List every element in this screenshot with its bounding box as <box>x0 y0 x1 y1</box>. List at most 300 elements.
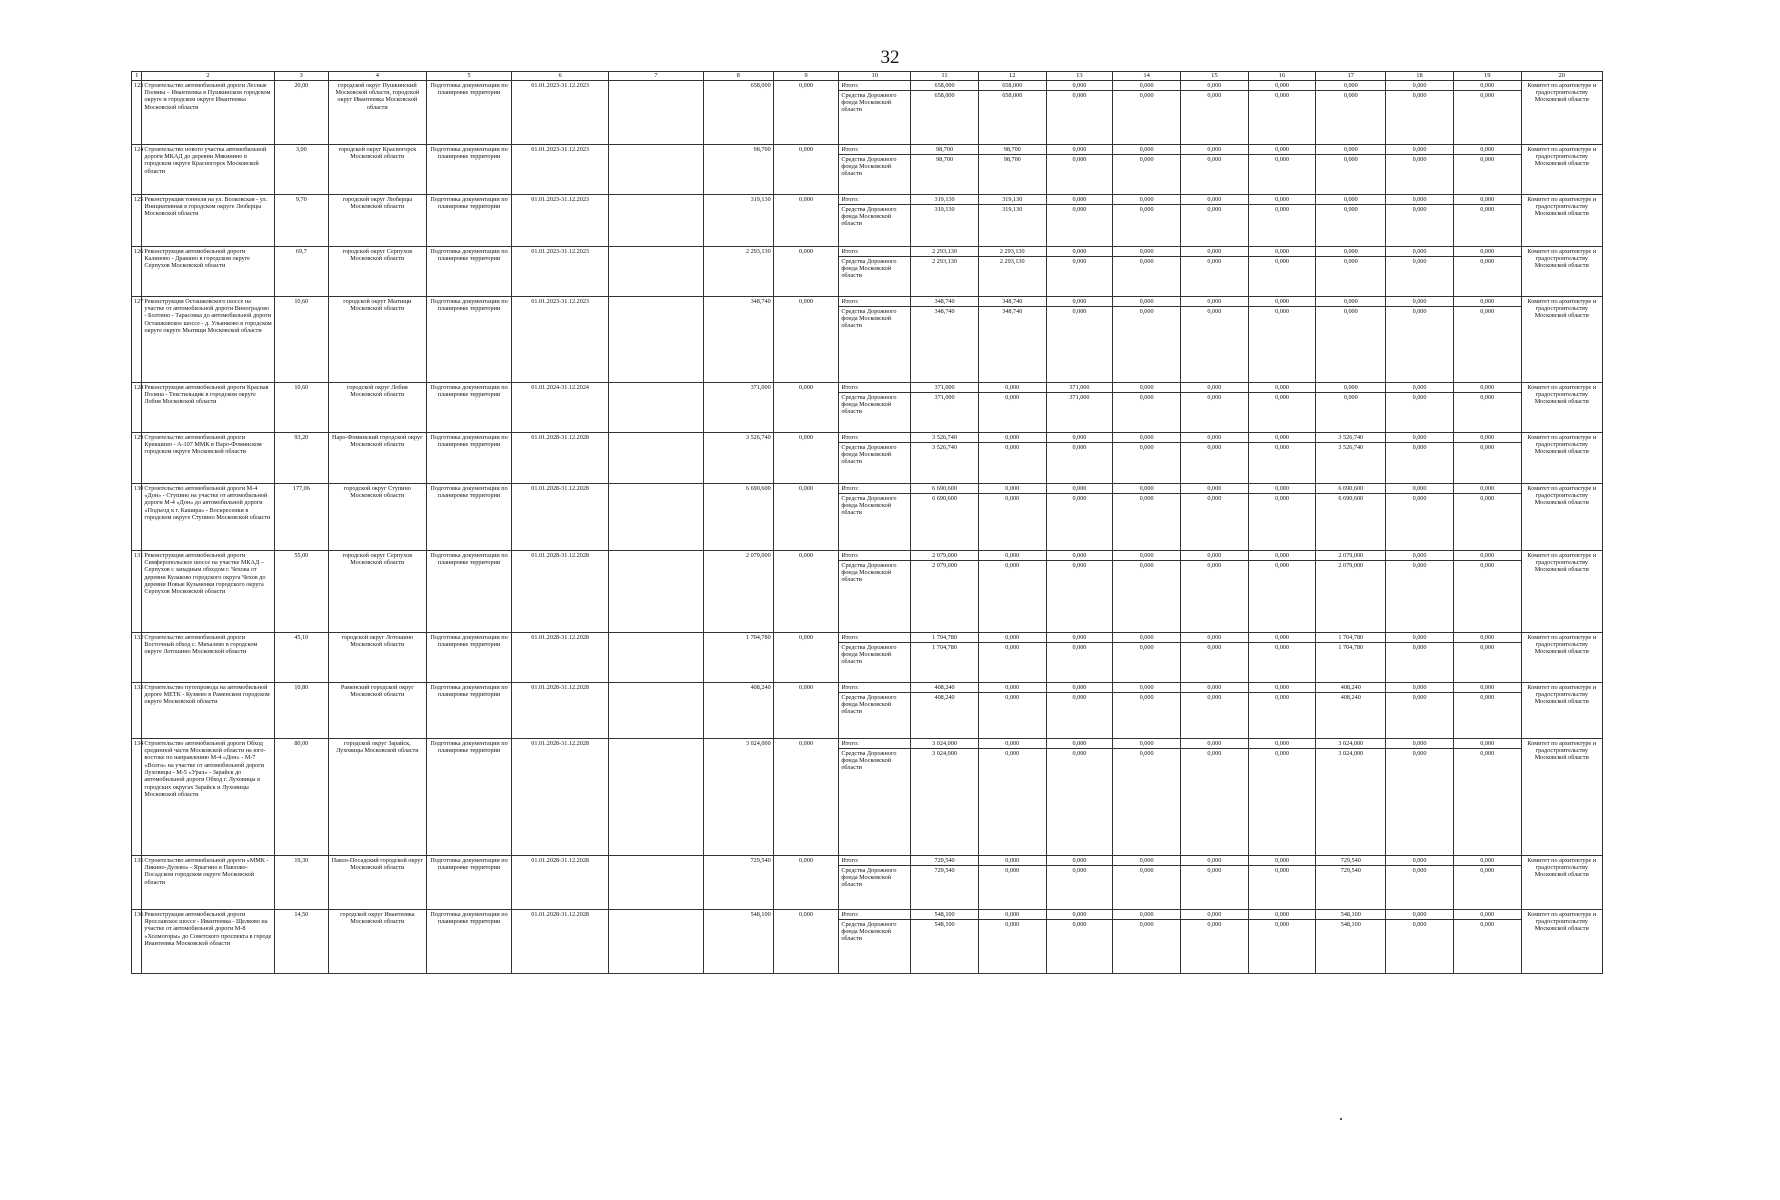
amount-total: 0,000 <box>1047 297 1113 307</box>
column-number-13: 13 <box>1046 72 1113 81</box>
amount-total: 0,000 <box>1113 484 1180 494</box>
amount-total: 548,100 <box>911 910 978 920</box>
object-length: 10,60 <box>274 382 328 432</box>
amount-source: 0,000 <box>1207 91 1222 99</box>
amount-col-11 <box>911 246 979 296</box>
amount-total: 0,000 <box>1181 910 1248 920</box>
financing-total-label: Итого: <box>839 683 910 693</box>
work-period: 01.01.2028-31.12.2028 <box>512 432 609 483</box>
amount-col-13 <box>1046 483 1113 550</box>
amount-col-11 <box>911 144 979 194</box>
table-row <box>132 246 1603 296</box>
total-cost: 98,700 <box>703 144 773 194</box>
object-name: Реконструкция автомобильной дороги Симферопольское шоссе на участке МКАД – Серпухов с западным обходом г. Чехова от деревни Кулаково городского округа Чехов до деревни Новые Кузьменки городского округа Серпухов Московской области <box>142 550 274 632</box>
amount-source: 371,000 <box>934 393 955 401</box>
column-number-1: 1 <box>132 72 142 81</box>
column-number-15: 15 <box>1180 72 1248 81</box>
amount-total: 548,100 <box>1316 910 1385 920</box>
amount-total: 0,000 <box>1386 81 1453 91</box>
work-type: Подготовка документации по планировке территории <box>426 483 511 550</box>
amount-source: 0,000 <box>1412 307 1427 315</box>
amount-source: 3 024,000 <box>1338 749 1364 757</box>
amount-source: 319,130 <box>1002 205 1023 213</box>
responsible-body: Комитет по архитектуре и градостроительству Московской области <box>1521 632 1602 682</box>
amount-source: 3 024,000 <box>932 749 957 757</box>
amount-source: 98,700 <box>1003 155 1021 163</box>
amount-total: 0,000 <box>1047 856 1113 866</box>
amount-source: 0,000 <box>1480 91 1495 99</box>
amount-total: 0,000 <box>1454 683 1521 693</box>
amount-total: 3 526,740 <box>1316 433 1385 443</box>
amount-source: 3 526,740 <box>932 443 957 451</box>
amount-source: 0,000 <box>1005 643 1020 651</box>
amount-total: 0,000 <box>1316 81 1385 91</box>
amount-source: 0,000 <box>1480 393 1495 401</box>
amount-col-12 <box>978 246 1046 296</box>
amount-col-18 <box>1386 382 1454 432</box>
amount-col-13 <box>1046 382 1113 432</box>
amount-col-18 <box>1386 432 1454 483</box>
amount-source: 0,000 <box>1480 561 1495 569</box>
work-type: Подготовка документации по планировке территории <box>426 738 511 855</box>
amount-col-17 <box>1316 855 1386 909</box>
work-period: 01.01.2028-31.12.2028 <box>512 632 609 682</box>
amount-col-18 <box>1386 246 1454 296</box>
total-cost: 371,000 <box>703 382 773 432</box>
amount-col-19 <box>1453 296 1521 382</box>
column-7-value <box>609 432 704 483</box>
amount-col-13 <box>1046 550 1113 632</box>
amount-col-13 <box>1046 738 1113 855</box>
amount-total: 0,000 <box>1454 247 1521 257</box>
amount-source: 0,000 <box>1412 693 1427 701</box>
amount-col-18 <box>1386 144 1454 194</box>
object-location: городской округ Люберцы Московской области <box>328 194 426 246</box>
column-number-3: 3 <box>274 72 328 81</box>
work-period: 01.01.2028-31.12.2028 <box>512 855 609 909</box>
amount-col-12 <box>978 432 1046 483</box>
amount-total: 0,000 <box>979 383 1046 393</box>
amount-source: 0,000 <box>1412 643 1427 651</box>
amount-col-12 <box>978 909 1046 973</box>
amount-total: 0,000 <box>1181 551 1248 561</box>
amount-total: 0,000 <box>1249 81 1316 91</box>
amount-total: 0,000 <box>1454 383 1521 393</box>
amount-col-15 <box>1180 632 1248 682</box>
amount-total: 98,700 <box>911 145 978 155</box>
amount-total: 0,000 <box>1181 383 1248 393</box>
object-location: городской округ Лобня Московской области <box>328 382 426 432</box>
financing-total-label: Итого: <box>839 383 910 393</box>
amount-total: 0,000 <box>1249 856 1316 866</box>
amount-total: 0,000 <box>1249 551 1316 561</box>
amount-source: 0,000 <box>1412 257 1427 265</box>
amount-col-13 <box>1046 296 1113 382</box>
amount-source: 0,000 <box>1005 866 1020 874</box>
amount-col-13 <box>1046 682 1113 738</box>
table-row <box>132 144 1603 194</box>
page-number: 32 <box>880 47 900 68</box>
financing-source <box>839 909 911 973</box>
amount-col-11 <box>911 432 979 483</box>
total-cost: 408,240 <box>703 682 773 738</box>
object-location: городской округ Пушкинский Московской области, городской округ Ивантеевка Московской области <box>328 80 426 144</box>
amount-col-11 <box>911 296 979 382</box>
amount-total: 0,000 <box>1047 551 1113 561</box>
amount-total: 0,000 <box>1386 856 1453 866</box>
amount-total: 0,000 <box>1249 633 1316 643</box>
amount-col-19 <box>1453 909 1521 973</box>
financing-source <box>839 632 911 682</box>
amount-total: 0,000 <box>1181 247 1248 257</box>
amount-source: 0,000 <box>1072 749 1087 757</box>
amount-total: 0,000 <box>1113 81 1180 91</box>
amount-source: 0,000 <box>1139 693 1154 701</box>
amount-source: 0,000 <box>1072 643 1087 651</box>
amount-col-15 <box>1180 483 1248 550</box>
amount-total: 0,000 <box>1113 910 1180 920</box>
amount-source: 0,000 <box>1139 561 1154 569</box>
amount-source: 0,000 <box>1480 155 1495 163</box>
amount-source: 0,000 <box>1207 866 1222 874</box>
funded-amount: 0,000 <box>773 909 839 973</box>
amount-total: 0,000 <box>1249 433 1316 443</box>
amount-source: 0,000 <box>1139 443 1154 451</box>
amount-total: 0,000 <box>979 856 1046 866</box>
amount-total: 0,000 <box>1113 297 1180 307</box>
amount-source: 0,000 <box>1139 257 1154 265</box>
amount-col-15 <box>1180 855 1248 909</box>
financing-source <box>839 194 911 246</box>
amount-col-18 <box>1386 80 1454 144</box>
financing-total-label: Итого: <box>839 195 910 205</box>
object-name: Строительство путепровода на автомобильной дороге МЕТК - Кузяево в Раменском городском округе Московской области <box>142 682 274 738</box>
amount-total: 0,000 <box>1454 910 1521 920</box>
total-cost: 658,000 <box>703 80 773 144</box>
amount-source: 0,000 <box>1275 494 1289 502</box>
amount-total: 0,000 <box>1249 297 1316 307</box>
amount-total: 371,000 <box>911 383 978 393</box>
object-length: 20,00 <box>274 80 328 144</box>
amount-total: 0,000 <box>1454 633 1521 643</box>
amount-total: 0,000 <box>1316 145 1385 155</box>
amount-col-16 <box>1248 550 1316 632</box>
funded-amount: 0,000 <box>773 382 839 432</box>
row-number: 130 <box>132 483 142 550</box>
column-number-10: 10 <box>839 72 911 81</box>
amount-col-17 <box>1316 194 1386 246</box>
column-7-value <box>609 296 704 382</box>
amount-source: 0,000 <box>1139 205 1154 213</box>
amount-total: 0,000 <box>1386 297 1453 307</box>
amount-total: 0,000 <box>1047 739 1113 749</box>
amount-col-16 <box>1248 632 1316 682</box>
column-number-19: 19 <box>1453 72 1521 81</box>
amount-source: 0,000 <box>1072 920 1087 928</box>
amount-total: 348,740 <box>979 297 1046 307</box>
amount-col-14 <box>1113 738 1181 855</box>
amount-source: 0,000 <box>1480 257 1495 265</box>
funded-amount: 0,000 <box>773 144 839 194</box>
amount-source: 0,000 <box>1412 155 1427 163</box>
column-number-6: 6 <box>512 72 609 81</box>
amount-col-11 <box>911 80 979 144</box>
financing-source <box>839 550 911 632</box>
amount-col-13 <box>1046 855 1113 909</box>
object-location: городской округ Красногорск Московской области <box>328 144 426 194</box>
amount-total: 0,000 <box>979 551 1046 561</box>
responsible-body: Комитет по архитектуре и градостроительству Московской области <box>1521 855 1602 909</box>
work-period: 01.01.2028-31.12.2028 <box>512 682 609 738</box>
amount-col-14 <box>1113 382 1181 432</box>
object-length: 93,20 <box>274 432 328 483</box>
amount-source: 0,000 <box>1480 494 1495 502</box>
row-number: 125 <box>132 194 142 246</box>
amount-source: 0,000 <box>1139 393 1154 401</box>
amount-total: 6 690,600 <box>911 484 978 494</box>
amount-total: 0,000 <box>1454 81 1521 91</box>
amount-col-11 <box>911 550 979 632</box>
object-length: 10,60 <box>274 296 328 382</box>
financing-source-label: Средства Дорожного фонда Московской области <box>841 749 897 772</box>
funded-amount: 0,000 <box>773 246 839 296</box>
funded-amount: 0,000 <box>773 483 839 550</box>
column-number-8: 8 <box>703 72 773 81</box>
column-7-value <box>609 909 704 973</box>
column-number-5: 5 <box>426 72 511 81</box>
table-body <box>132 80 1603 973</box>
table-row <box>132 738 1603 855</box>
amount-col-18 <box>1386 738 1454 855</box>
amount-source: 0,000 <box>1072 257 1087 265</box>
object-name: Строительство автомобильной дороги М-4 «Дон» - Ступино на участке от автомобильной дороги М-4 «Дон» до автомобильной дороги «Подъезд к г. Кашира» - Воскресенки в городском округе Ступино Московской области <box>142 483 274 550</box>
column-7-value <box>609 855 704 909</box>
amount-source: 0,000 <box>1207 749 1222 757</box>
amount-total: 0,000 <box>1249 247 1316 257</box>
work-period: 01.01.2023-31.12.2023 <box>512 80 609 144</box>
amount-col-17 <box>1316 909 1386 973</box>
row-number: 127 <box>132 296 142 382</box>
responsible-body: Комитет по архитектуре и градостроительству Московской области <box>1521 80 1602 144</box>
financing-source <box>839 483 911 550</box>
amount-total: 0,000 <box>1181 433 1248 443</box>
amount-col-19 <box>1453 246 1521 296</box>
work-period: 01.01.2023-31.12.2023 <box>512 144 609 194</box>
amount-col-15 <box>1180 682 1248 738</box>
amount-source: 0,000 <box>1005 749 1020 757</box>
amount-col-16 <box>1248 682 1316 738</box>
column-number-2: 2 <box>142 72 274 81</box>
amount-total: 3 024,000 <box>911 739 978 749</box>
amount-total: 0,000 <box>1386 551 1453 561</box>
amount-source: 658,000 <box>934 91 955 99</box>
amount-col-12 <box>978 382 1046 432</box>
column-number-18: 18 <box>1386 72 1454 81</box>
object-length: 69,7 <box>274 246 328 296</box>
responsible-body: Комитет по архитектуре и градостроительству Московской области <box>1521 483 1602 550</box>
object-length: 3,00 <box>274 144 328 194</box>
work-type: Подготовка документации по планировке территории <box>426 144 511 194</box>
financing-total-label: Итого: <box>839 433 910 443</box>
financing-source-label: Средства Дорожного фонда Московской области <box>841 866 897 889</box>
financing-total-label: Итого: <box>839 910 910 920</box>
amount-source: 0,000 <box>1072 307 1087 315</box>
amount-col-17 <box>1316 432 1386 483</box>
amount-source: 0,000 <box>1275 693 1289 701</box>
amount-total: 408,240 <box>1316 683 1385 693</box>
amount-source: 0,000 <box>1412 494 1427 502</box>
financing-total-label: Итого: <box>839 297 910 307</box>
amount-source: 0,000 <box>1139 749 1154 757</box>
amount-col-15 <box>1180 382 1248 432</box>
total-cost: 348,740 <box>703 296 773 382</box>
amount-total: 0,000 <box>979 484 1046 494</box>
amount-col-16 <box>1248 296 1316 382</box>
amount-source: 0,000 <box>1275 257 1289 265</box>
amount-source: 98,700 <box>936 155 954 163</box>
object-location: городской округ Зарайск, Луховицы Московской области <box>328 738 426 855</box>
amount-total: 0,000 <box>1454 856 1521 866</box>
amount-source: 548,100 <box>1340 920 1361 928</box>
object-length: 55,00 <box>274 550 328 632</box>
financing-source-label: Средства Дорожного фонда Московской области <box>841 693 897 716</box>
object-location: городской округ Серпухов Московской области <box>328 246 426 296</box>
amount-col-19 <box>1453 382 1521 432</box>
amount-total: 0,000 <box>1047 247 1113 257</box>
amount-source: 0,000 <box>1275 307 1289 315</box>
row-number: 136 <box>132 909 142 973</box>
total-cost: 3 526,740 <box>703 432 773 483</box>
object-location: Павло-Посадский городской округ Московской области <box>328 855 426 909</box>
amount-total: 3 526,740 <box>911 433 978 443</box>
amount-col-17 <box>1316 382 1386 432</box>
amount-source: 0,000 <box>1207 205 1222 213</box>
object-name: Строительство автомобильной дороги Крекшино - А-107 ММК в Наро-Фоминском городском округе Московской области <box>142 432 274 483</box>
work-period: 01.01.2024-31.12.2024 <box>512 382 609 432</box>
amount-total: 371,000 <box>1047 383 1113 393</box>
row-number: 128 <box>132 382 142 432</box>
column-7-value <box>609 632 704 682</box>
amount-source: 0,000 <box>1207 494 1222 502</box>
amount-total: 98,700 <box>979 145 1046 155</box>
amount-source: 0,000 <box>1072 494 1087 502</box>
amount-total: 0,000 <box>1454 433 1521 443</box>
amount-total: 0,000 <box>1249 910 1316 920</box>
row-number: 135 <box>132 855 142 909</box>
amount-col-15 <box>1180 246 1248 296</box>
amount-col-16 <box>1248 144 1316 194</box>
amount-source: 2 079,000 <box>932 561 957 569</box>
amount-source: 0,000 <box>1343 205 1358 213</box>
amount-col-16 <box>1248 432 1316 483</box>
amount-col-11 <box>911 632 979 682</box>
amount-source: 0,000 <box>1412 393 1427 401</box>
amount-col-14 <box>1113 550 1181 632</box>
amount-source: 0,000 <box>1343 155 1358 163</box>
amount-total: 319,130 <box>979 195 1046 205</box>
column-7-value <box>609 246 704 296</box>
amount-col-12 <box>978 632 1046 682</box>
amount-total: 0,000 <box>1047 683 1113 693</box>
amount-total: 319,130 <box>911 195 978 205</box>
amount-col-11 <box>911 682 979 738</box>
amount-total: 0,000 <box>1454 739 1521 749</box>
financing-source-label: Средства Дорожного фонда Московской области <box>841 205 897 228</box>
amount-total: 0,000 <box>979 739 1046 749</box>
financing-total-label: Итого: <box>839 739 910 749</box>
amount-source: 6 690,600 <box>1338 494 1364 502</box>
amount-col-17 <box>1316 632 1386 682</box>
column-7-value <box>609 194 704 246</box>
responsible-body: Комитет по архитектуре и градостроительству Московской области <box>1521 382 1602 432</box>
amount-source: 0,000 <box>1275 643 1289 651</box>
amount-col-18 <box>1386 550 1454 632</box>
amount-total: 0,000 <box>1047 910 1113 920</box>
table-row <box>132 80 1603 144</box>
amount-total: 0,000 <box>1316 195 1385 205</box>
financing-source-label: Средства Дорожного фонда Московской области <box>841 561 897 584</box>
amount-total: 658,000 <box>979 81 1046 91</box>
responsible-body: Комитет по архитектуре и градостроительству Московской области <box>1521 909 1602 973</box>
table-row <box>132 632 1603 682</box>
object-length: 19,30 <box>274 855 328 909</box>
amount-col-17 <box>1316 246 1386 296</box>
amount-col-14 <box>1113 632 1181 682</box>
amount-col-17 <box>1316 738 1386 855</box>
amount-source: 0,000 <box>1207 693 1222 701</box>
object-name: Реконструкция Осташковского шоссе на участке от автомобильной дороги Виноградово - Болтино - Тарасовка до автомобильной дороги Осташковское шоссе - д. Ульянково в городском округе округе Мытищи Московской области <box>142 296 274 382</box>
work-type: Подготовка документации по планировке территории <box>426 296 511 382</box>
amount-source: 0,000 <box>1412 205 1427 213</box>
amount-col-15 <box>1180 80 1248 144</box>
row-number: 132 <box>132 632 142 682</box>
total-cost: 729,540 <box>703 855 773 909</box>
work-type: Подготовка документации по планировке территории <box>426 909 511 973</box>
amount-total: 0,000 <box>1454 484 1521 494</box>
financing-source-label: Средства Дорожного фонда Московской области <box>841 643 897 666</box>
amount-source: 0,000 <box>1207 393 1222 401</box>
amount-col-14 <box>1113 483 1181 550</box>
financing-source <box>839 80 911 144</box>
amount-total: 6 690,600 <box>1316 484 1385 494</box>
amount-source: 0,000 <box>1139 494 1154 502</box>
amount-source: 1 704,780 <box>932 643 957 651</box>
amount-total: 0,000 <box>1181 145 1248 155</box>
work-type: Подготовка документации по планировке территории <box>426 682 511 738</box>
amount-col-19 <box>1453 144 1521 194</box>
object-name: Строительство автомобильной дороги Восточный обход с. Михалево в городском округе Лотошино Московской области <box>142 632 274 682</box>
amount-col-17 <box>1316 682 1386 738</box>
amount-total: 0,000 <box>1113 683 1180 693</box>
object-location: городской округ Ступино Московской области <box>328 483 426 550</box>
object-name: Строительство автомобильной дороги Лесные Поляны – Ивантеевка в Пушкинском городском округе и городском округе Ивантеевка Московской области <box>142 80 274 144</box>
amount-total: 0,000 <box>1249 145 1316 155</box>
amount-col-13 <box>1046 144 1113 194</box>
amount-col-14 <box>1113 682 1181 738</box>
amount-col-19 <box>1453 738 1521 855</box>
amount-col-12 <box>978 738 1046 855</box>
amount-total: 0,000 <box>1181 81 1248 91</box>
amount-total: 348,740 <box>911 297 978 307</box>
amount-total: 0,000 <box>1047 145 1113 155</box>
object-name: Строительство автомобильной дороги «ММК - Ликино-Дулево» - Ярыгино в Павлово-Посадском городском округе Московской области <box>142 855 274 909</box>
column-7-value <box>609 80 704 144</box>
amount-total: 0,000 <box>1181 297 1248 307</box>
amount-source: 0,000 <box>1005 494 1020 502</box>
responsible-body: Комитет по архитектуре и градостроительству Московской области <box>1521 738 1602 855</box>
amount-col-13 <box>1046 909 1113 973</box>
amount-total: 0,000 <box>1454 195 1521 205</box>
